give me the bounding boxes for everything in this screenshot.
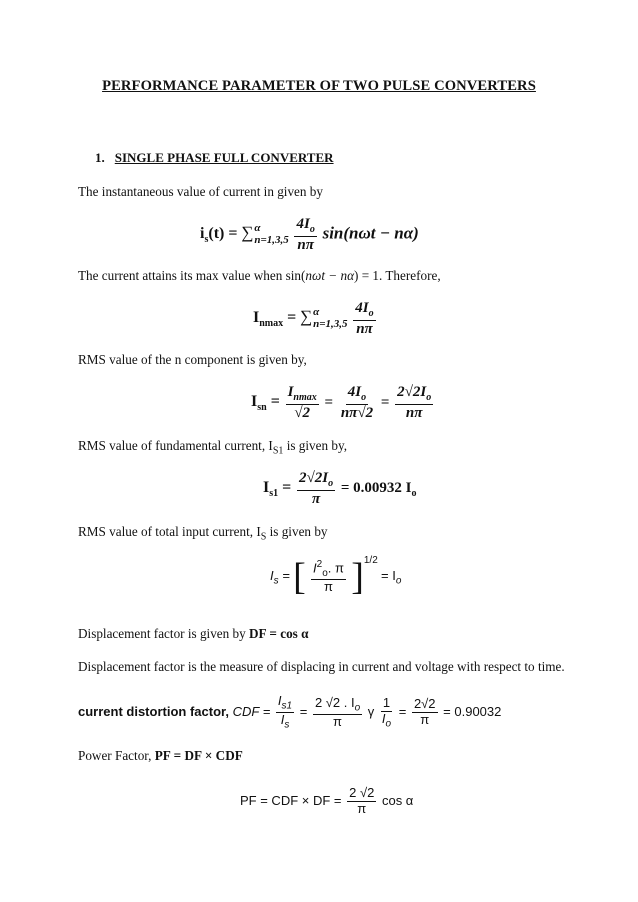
page-title: PERFORMANCE PARAMETER OF TWO PULSE CONVERTERS xyxy=(102,78,536,94)
left-bracket: [ xyxy=(293,556,306,598)
equation-instantaneous-current xyxy=(200,216,419,254)
eq-is-lhs: $i_s(t)$ = xyxy=(200,225,238,246)
fraction-4io-over-npi-2: $\frac{4I_o}{n\pi}$ xyxy=(355,300,374,337)
equation-inmax: $I_{nmax}$ = ∑ α n=1,3,5 $\frac{4I_o}{n\pi}$ xyxy=(253,300,374,337)
equation-cdf: current distortion factor, CDF = $\frac{I_{s1}}{I_s}$ = $\frac{2 √2 . I_o}{\pi}$ γ $\frac{1}{I_o}$ = $\frac{2√2}{\pi}$ = 0.90032 xyxy=(78,693,502,731)
paragraph-instantaneous: The instantaneous value of current in given by xyxy=(78,184,323,199)
fraction-4io-over-npi: $\frac{4I_o}{n\pi}$ xyxy=(296,216,315,253)
section-heading xyxy=(95,150,334,166)
paragraph-rms-fundamental: RMS value of fundamental current, $I_{S1}$ is given by, xyxy=(78,438,348,457)
equation-is1: $I_{s1}$ = $\frac{2√2I_o}{\pi}$ = 0.00932 $I_o$ xyxy=(263,470,417,507)
equation-pf: PF = CDF × DF = $\frac{2 √2}{\pi}$ cos α xyxy=(240,785,414,816)
equation-isn: $I_{sn}$ = $\frac{I_{nmax}}{√2}$ = $\frac{4I_o}{n\pi√2}$ = $\frac{2√2I_o}{n\pi}$ xyxy=(251,384,432,421)
paragraph-displacement-factor: Displacement factor is given by DF = cos α xyxy=(78,626,309,641)
paragraph-rms-total: RMS value of total input current, $I_S$ is given by xyxy=(78,524,328,543)
sine-term: sin(nωt − nα) xyxy=(322,223,419,243)
cdf-label: current distortion factor, xyxy=(78,704,229,720)
summation-symbol: ∑ α n=1,3,5 xyxy=(241,221,289,247)
paragraph-rms-n: RMS value of the n component is given by, xyxy=(78,352,307,367)
right-bracket: ] xyxy=(351,556,364,598)
summation-symbol-2: ∑ α n=1,3,5 xyxy=(300,305,348,331)
equation-is-total: $I_s$ = [ $\frac{I^2_o. \pi}{\pi}$ ]$^{1/2} = I_o$ xyxy=(270,554,402,598)
paragraph-power-factor: Power Factor, PF = DF × CDF xyxy=(78,748,243,763)
section-title: SINGLE PHASE FULL CONVERTER xyxy=(114,150,334,165)
paragraph-max-value: The current attains its max value when sin(nωt − nα) = 1. Therefore, xyxy=(78,268,441,283)
paragraph-displacement-measure: Displacement factor is the measure of displacing in current and voltage with respect to time. xyxy=(78,659,565,674)
section-number: 1. xyxy=(95,150,105,165)
